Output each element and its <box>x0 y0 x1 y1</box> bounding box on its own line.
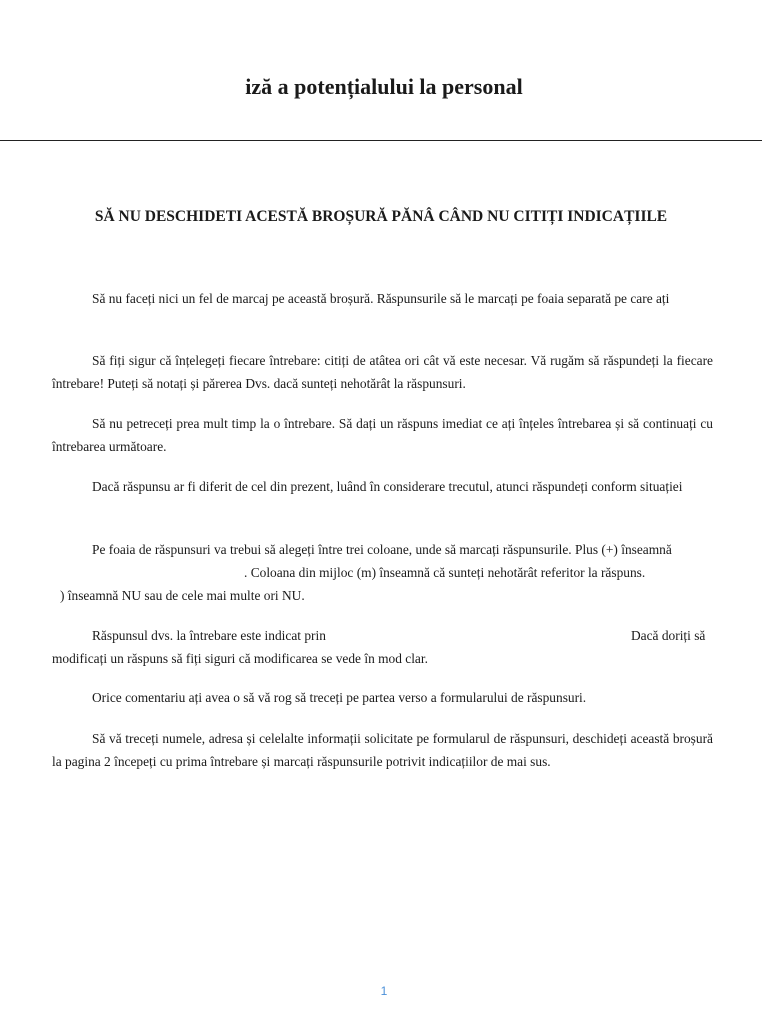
paragraph-modify-answer: modificați un răspuns să fiți siguri că modificarea se vede în mod clar. <box>52 651 428 666</box>
paragraph-no-marking: Să nu faceți nici un fel de marcaj pe această broșură. Răspunsurile să le marcați pe foaia separată pe care ați <box>92 291 670 306</box>
paragraph-understand-questions: Să fiți sigur că înțelegeți fiecare întrebare: citiți de atâtea ori cât vă este necesar. Vă rugăm să răspundeți la fiecare întrebare! Puteți să notați și părerea Dvs. dacă sunteți nehotărât la răspunsuri. <box>52 353 713 391</box>
paragraph-comments: Orice comentariu ați avea o să vă rog să treceți pe partea verso a formularului de răspunsuri. <box>92 690 587 705</box>
paragraph-answer-indicated-right: Dacă doriți să <box>631 628 706 643</box>
paragraph-answer-columns-line1: Pe foaia de răspunsuri va trebui să alegeți între trei coloane, unde să marcați răspunsurile. Plus (+) înseamnă <box>92 542 672 557</box>
document-title: iză a potențialului la personal <box>245 74 523 99</box>
paragraph-answer-indicated-left: Răspunsul dvs. la întrebare este indicat prin <box>92 628 326 643</box>
paragraph-answer-columns-line2: . Coloana din mijloc (m) înseamnă că sunteți nehotărât referitor la răspuns. <box>244 565 646 580</box>
paragraph-fill-details: Să vă treceți numele, adresa și celelalte informații solicitate pe formularul de răspunsuri, deschideți această broșură la pagina 2 începeți cu prima întrebare și marcați răspunsurile potrivit indicațiilor de mai sus. <box>52 731 713 769</box>
warning-heading: SĂ NU DESCHIDETI ACESTĂ BROȘURĂ PĂNÂ CÂND NU CITIȚI INDICAȚIILE <box>94 208 668 225</box>
title-underline-rule <box>0 140 762 141</box>
paragraph-time-per-question: Să nu petreceți prea mult timp la o întrebare. Să dați un răspuns imediat ce ați înțeles întrebarea și să continuați cu întrebarea următoare. <box>52 416 713 454</box>
paragraph-answer-columns-line3: ) înseamnă NU sau de cele mai multe ori NU. <box>60 588 305 603</box>
page-number: 1 <box>380 984 388 998</box>
paragraph-past-situation: Dacă răspunsu ar fi diferit de cel din prezent, luând în considerare trecutul, atunci răspundeți conform situației <box>92 479 683 494</box>
